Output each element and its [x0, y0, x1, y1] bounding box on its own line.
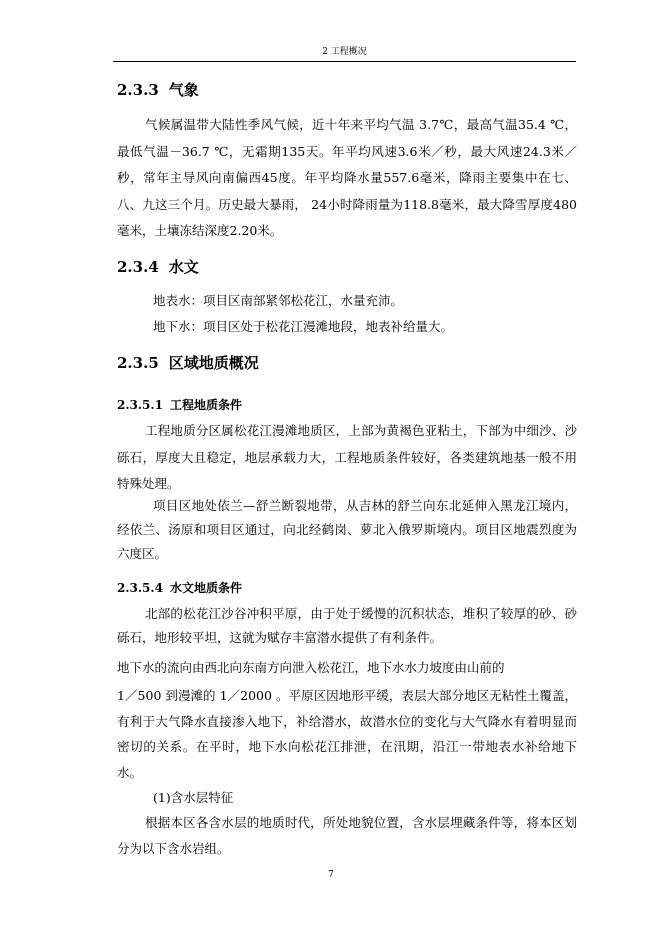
header-rule [113, 61, 576, 62]
hydrogeology-paragraph-2-line-1: 地下水的流向由西北向东南方向泄入松花江，地下水水力坡度由山前的 [117, 660, 505, 675]
hydrogeology-paragraph-2: 1／500 到漫滩的 1／2000 。平原区因地形平缓，表层大部分地区无粘性土覆盖，有利于大气降水直接渗入地下，补给潜水，故潜水位的变化与大气降水有着明显而密切的关系。在平时，地下水向松花江排泄，在汛期，沿江一带地表水补给地下水。 [117, 688, 577, 780]
heading-title: 区域地质概况 [168, 354, 259, 372]
heading-climate [117, 80, 199, 100]
hydrogeology-paragraph-3: 根据本区各含水层的地质时代，所处地貌位置，含水层埋藏条件等，将本区划分为以下含水岩组。 [117, 815, 577, 856]
heading-number: 2.3.5 [117, 354, 159, 372]
engineering-paragraph-1: 工程地质分区属松花江漫滩地质区，上部为黄褐色亚粘土，下部为中细沙、沙砾石，厚度大且稳定，地层承载力大，工程地质条件较好，各类建筑地基一般不用特殊处理。 [117, 423, 577, 491]
heading-hydrology [117, 257, 199, 277]
heading-hydrogeology [117, 580, 242, 596]
heading-engineering-geology [117, 397, 242, 413]
heading-number: 2.3.3 [117, 81, 159, 99]
aquifer-item-heading: (1)含水层特征 [153, 790, 234, 805]
climate-paragraph: 气候属温带大陆性季风气候，近十年来平均气温 3.7℃，最高气温35.4 ℃，最低气温－36.7 ℃，无霜期135天。年平均风速3.6米／秒，最大风速24.3米／秒，常年主导风向南偏西45度。年平均降水量557.6毫米，降雨主要集中在七、八、九这三个月。历史最大暴雨， 24小时降雨量为118.8毫米，最大降雪厚度480毫米，土壤冻结深度2.20米。 [117, 117, 577, 238]
surface-water-line: 地表水：项目区南部紧邻松花江，水量充沛。 [153, 293, 404, 308]
heading-title: 水文 [168, 258, 199, 276]
heading-number: 2.3.5.4 [117, 581, 163, 595]
running-header: 2 工程概况 [322, 47, 367, 57]
heading-title: 水文地质条件 [169, 581, 242, 595]
heading-number: 2.3.4 [117, 258, 159, 276]
heading-title: 气象 [168, 81, 199, 99]
groundwater-line: 地下水：项目区处于松花江漫滩地段，地表补给量大。 [153, 319, 454, 334]
heading-title: 工程地质条件 [169, 398, 242, 412]
page-number: 7 [328, 870, 334, 880]
hydrogeology-paragraph-1: 北部的松花江沙谷冲积平原，由于处于缓慢的沉积状态，堆积了较厚的砂、砂砾石，地形较平坦，这就为赋存丰富潜水提供了有利条件。 [117, 606, 577, 645]
engineering-paragraph-2: 项目区地处依兰—舒兰断裂地带，从吉林的舒兰向东北延伸入黑龙江境内，经依兰、汤原和项目区通过，向北经鹤岗、萝北入俄罗斯境内。项目区地震烈度为六度区。 [117, 498, 577, 561]
heading-number: 2.3.5.1 [117, 398, 163, 412]
heading-geology [117, 353, 259, 373]
